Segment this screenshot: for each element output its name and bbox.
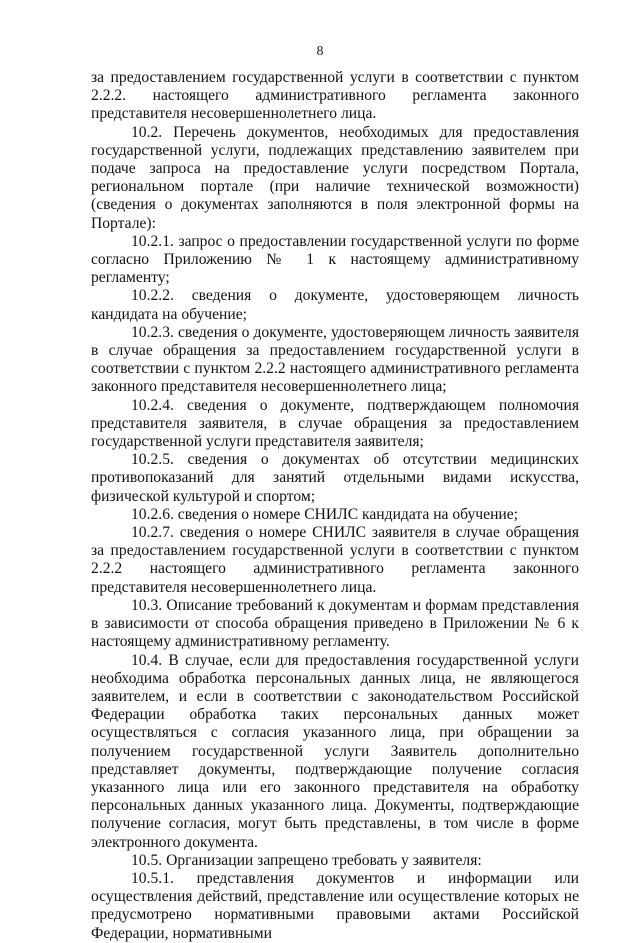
paragraph-10-2-6: 10.2.6. сведения о номере СНИЛС кандидата на обучение;	[131, 505, 519, 523]
page-number: 8	[316, 43, 324, 58]
paragraph-10-5-1: 10.5.1. представления документов и информации или осуществления действий, представление или осуществление которых не предусмотрено нормативными правовыми актами Российской Федерации, нормативными	[91, 869, 579, 942]
document-body	[91, 69, 579, 943]
paragraph-10-2-4: 10.2.4. сведения о документе, подтверждающем полномочия представителя заявителя, в случае обращения за предоставлением государственной услуги представителя заявителя;	[91, 396, 579, 451]
paragraph-10-2-3: 10.2.3. сведения о документе, удостоверяющем личность заявителя в случае обращения за предоставлением государственной услуги в соответствии с пунктом 2.2.2 настоящего административного регламента законного представителя несовершеннолетнего лица;	[91, 323, 579, 396]
paragraph-10-2-1: 10.2.1. запрос о предоставлении государственной услуги по форме согласно Приложению № 1 к настоящему административному регламенту;	[91, 232, 579, 287]
paragraph-10-2-2: 10.2.2. сведения о документе, удостоверяющем личность кандидата на обучение;	[91, 287, 579, 323]
paragraph-10-3: 10.3. Описание требований к документам и формам представления в зависимости от способа обращения приведено в Приложении № 6 к настоящему административному регламенту.	[91, 596, 579, 651]
paragraph-10-2-5: 10.2.5. сведения о документах об отсутствии медицинских противопоказаний для занятий отдельными видами искусства, физической культурой и спортом;	[91, 451, 579, 505]
paragraph-continuation: за предоставлением государственной услуги в соответствии с пунктом 2.2.2. настоящего административного регламента законного представителя несовершеннолетнего лица.	[91, 69, 579, 123]
paragraph-10-5: 10.5. Организации запрещено требовать у заявителя:	[131, 851, 482, 869]
paragraph-10-2: 10.2. Перечень документов, необходимых для предоставления государственной услуги, подлежащих представлению заявителем при подаче запроса на предоставление услуги посредством Портала, региональном портале (при наличие технической возможности) (сведения о документах заполняются в поля электронной формы на Портале):	[91, 123, 579, 232]
paragraph-10-2-7: 10.2.7. сведения о номере СНИЛС заявителя в случае обращения за предоставлением государственной услуги в соответствии с пунктом 2.2.2 настоящего административного регламента законного представителя несовершеннолетнего лица.	[91, 524, 579, 596]
paragraph-10-4: 10.4. В случае, если для предоставления государственной услуги необходима обработка персональных данных лица, не являющегося заявителем, и если в соответствии с законодательством Российской Федерации обработка таких персональных данных может осуществляться с согласия указанного лица, при обращении за получением государственной услуги Заявитель дополнительно представляет документы, подтверждающие получение согласия указанного лица или его законного представителя на обработку персональных данных указанного лица. Документы, подтверждающие получение согласия, могут быть представлены, в том числе в форме электронного документа.	[91, 651, 579, 851]
